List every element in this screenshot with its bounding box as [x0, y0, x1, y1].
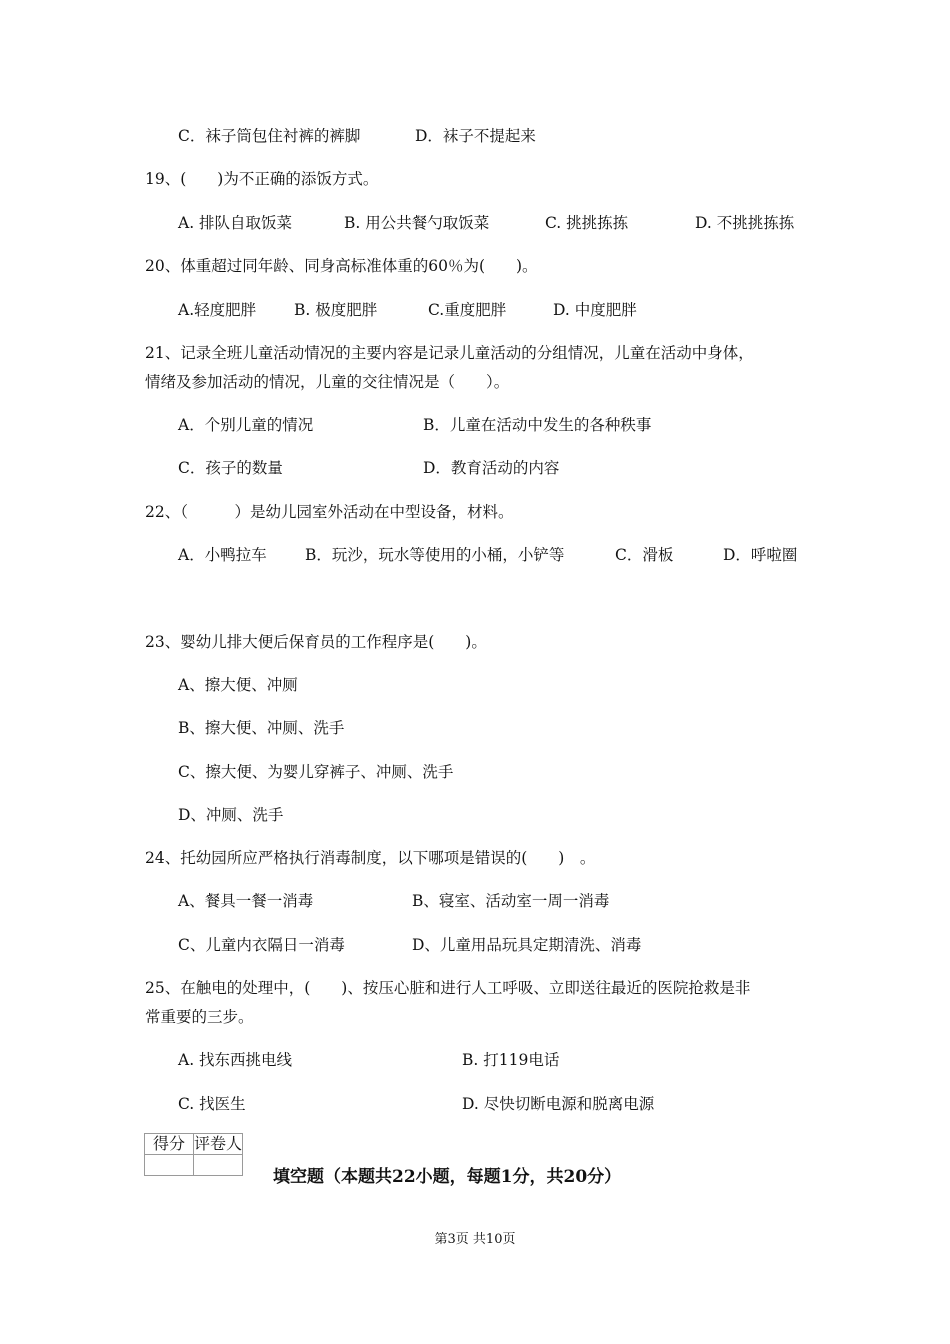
q20-stem: 20、体重超过同年龄、同身高标准体重的60％为( )。	[145, 257, 538, 275]
q22-option-c: C．滑板	[615, 546, 674, 564]
q24-stem: 24、托幼园所应严格执行消毒制度，以下哪项是错误的( ) 。	[145, 849, 596, 867]
q25-option-c: C. 找医生	[178, 1095, 246, 1113]
q21-option-b: B．儿童在活动中发生的各种秩事	[423, 416, 652, 434]
q22-option-a: A．小鸭拉车	[178, 546, 267, 564]
score-cell	[145, 1155, 194, 1176]
q25-option-b: B. 打119电话	[462, 1051, 560, 1069]
q24-option-b: B、寝室、活动室一周一消毒	[412, 892, 610, 910]
q21-stem-line1: 21、记录全班儿童活动情况的主要内容是记录儿童活动的分组情况，儿童在活动中身体，	[145, 344, 754, 362]
grader-label: 评卷人	[194, 1134, 243, 1153]
q19-option-c: C. 挑挑拣拣	[545, 214, 629, 232]
q21-option-c: C．孩子的数量	[178, 459, 283, 477]
q23-option-a: A、擦大便、冲厕	[178, 676, 298, 694]
page-footer: 第3页 共10页	[434, 1232, 516, 1247]
score-label: 得分	[145, 1134, 194, 1155]
q25-stem-line1: 25、在触电的处理中，( )、按压心脏和进行人工呼吸、立即送往最近的医院抢救是非	[145, 979, 751, 997]
q23-stem: 23、婴幼儿排大便后保育员的工作程序是( )。	[145, 633, 487, 651]
q20-option-c: C.重度肥胖	[428, 301, 507, 319]
q21-option-a: A．个别儿童的情况	[178, 416, 314, 434]
q19-stem: 19、( )为不正确的添饭方式。	[145, 170, 379, 188]
section-title: 填空题（本题共22小题，每题1分，共20分）	[273, 1167, 622, 1187]
q18-option-c: C．袜子筒包住衬裤的裤脚	[178, 127, 361, 145]
q23-option-c: C、擦大便、为婴儿穿裤子、冲厕、洗手	[178, 763, 454, 781]
q24-option-c: C、儿童内衣隔日一消毒	[178, 936, 345, 954]
grader-cell	[194, 1155, 243, 1176]
q24-option-d: D、儿童用品玩具定期清洗、消毒	[412, 936, 642, 954]
q19-option-a: A. 排队自取饭菜	[178, 214, 293, 232]
q22-option-d: D．呼啦圈	[723, 546, 798, 564]
q22-stem: 22、（ ）是幼儿园室外活动在中型设备，材料。	[145, 503, 514, 521]
q20-option-d: D. 中度肥胖	[553, 301, 637, 319]
q25-stem-line2: 常重要的三步。	[145, 1008, 254, 1026]
q23-option-b: B、擦大便、冲厕、洗手	[178, 719, 345, 737]
q21-stem-line2: 情绪及参加活动的情况，儿童的交往情况是（ ）。	[145, 373, 510, 391]
q19-option-d: D. 不挑挑拣拣	[695, 214, 795, 232]
q20-option-b: B. 极度肥胖	[294, 301, 378, 319]
q24-option-a: A、餐具一餐一消毒	[178, 892, 314, 910]
q20-option-a: A.轻度肥胖	[178, 301, 257, 319]
q22-option-b: B．玩沙，玩水等使用的小桶，小铲等	[305, 546, 565, 564]
q25-option-a: A. 找东西挑电线	[178, 1051, 293, 1069]
q23-option-d: D、冲厕、洗手	[178, 806, 284, 824]
q25-option-d: D. 尽快切断电源和脱离电源	[462, 1095, 655, 1113]
q21-option-d: D．教育活动的内容	[423, 459, 560, 477]
q18-option-d: D．袜子不提起来	[415, 127, 536, 145]
q19-option-b: B. 用公共餐勺取饭菜	[344, 214, 490, 232]
score-box	[144, 1133, 243, 1176]
